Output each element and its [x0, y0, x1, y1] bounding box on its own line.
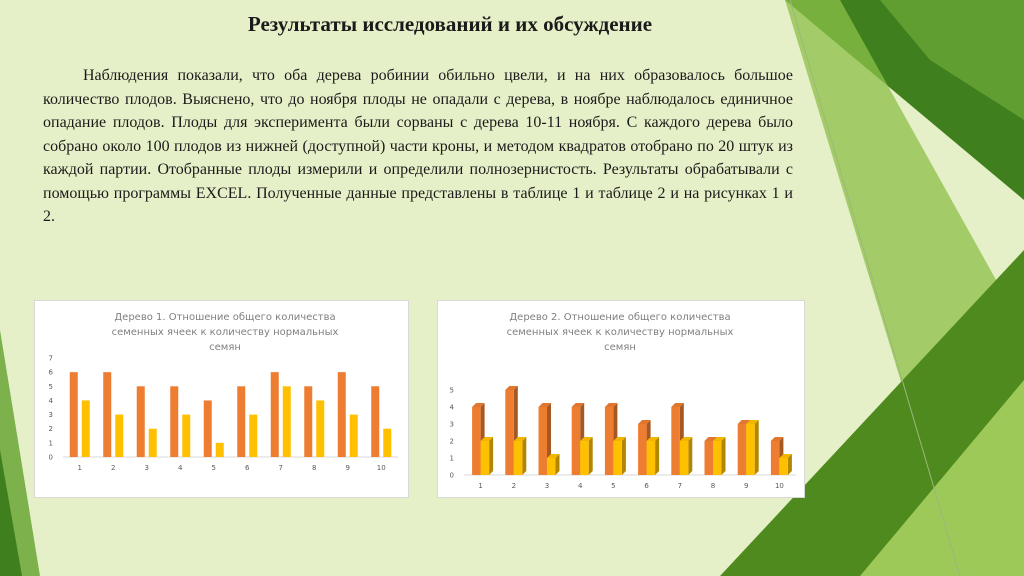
x-tick-label: 7	[278, 464, 283, 472]
x-tick-label: 1	[77, 464, 82, 472]
x-tick-label: 5	[211, 464, 216, 472]
bar-normal-seeds	[115, 415, 123, 457]
chart-title-line: Дерево 2. Отношение общего количества	[509, 312, 731, 323]
y-tick-label: 1	[449, 454, 454, 463]
x-tick-label: 3	[144, 464, 149, 472]
bar-normal-seeds	[613, 441, 622, 475]
bar-side-face	[489, 437, 493, 475]
bar-side-face	[755, 420, 759, 475]
y-tick-label: 0	[449, 471, 454, 480]
bar-normal-seeds	[779, 458, 788, 475]
bar-normal-seeds	[746, 424, 755, 475]
y-tick-label: 4	[449, 403, 454, 412]
chart-title-line: семенных ячеек к количеству нормальных	[506, 327, 734, 338]
bar-total-cells	[338, 372, 346, 457]
y-tick-label: 5	[449, 386, 454, 395]
x-tick-label: 6	[644, 482, 649, 490]
chart-title-line: семенных ячеек к количеству нормальных	[111, 327, 339, 338]
x-tick-label: 7	[677, 482, 683, 490]
bar-normal-seeds	[350, 415, 358, 457]
bar-normal-seeds	[713, 441, 722, 475]
bar-total-cells	[137, 386, 145, 457]
x-tick-label: 4	[178, 464, 183, 472]
bar-total-cells	[771, 441, 780, 475]
bar-total-cells	[204, 400, 212, 457]
body-paragraph: Наблюдения показали, что оба дерева робинии обильно цвели, и на них образовалось большое количество плодов. Выяснено, что до ноября плоды не опадали с дерева, в ноябре наблюдалось единичное опадание плодов. Плоды для эксперимента были сорваны с дерева 10-11 ноября. С каждого дерева было собрано около 100 плодов из нижней (доступной) части кроны, и методом квадратов отобрано по 20 штук из каждой партии. Отобранные плоды измерили и определили полнозернистость. Результаты обрабатывали с помощью программы EXCEL. Полученные данные представлены в таблице 1 и таблице 2 и на рисунках 1 и 2.	[43, 67, 793, 225]
chart-plot-area	[49, 355, 398, 473]
bar-total-cells	[638, 424, 647, 475]
bar-total-cells	[472, 407, 481, 475]
bar-total-cells	[738, 424, 747, 475]
x-tick-label: 3	[544, 482, 550, 490]
bar-total-cells	[539, 407, 548, 475]
bar-total-cells	[605, 407, 614, 475]
x-tick-label: 2	[111, 464, 116, 472]
bar-total-cells	[572, 407, 581, 475]
x-tick-label: 8	[710, 482, 716, 490]
y-tick-label: 1	[48, 439, 53, 448]
bar-total-cells	[271, 372, 279, 457]
x-tick-label: 10	[376, 464, 386, 472]
x-tick-label: 5	[611, 482, 616, 490]
x-tick-label: 4	[577, 482, 583, 490]
chart-tree-2-svg	[438, 301, 804, 497]
y-tick-label: 2	[449, 437, 454, 446]
bar-side-face	[722, 437, 726, 475]
chart-title-line: семян	[604, 342, 636, 353]
bar-total-cells	[705, 441, 714, 475]
bar-normal-seeds	[514, 441, 523, 475]
bar-side-face	[522, 437, 526, 475]
x-tick-label: 10	[774, 482, 784, 490]
bar-total-cells	[304, 386, 312, 457]
chart-title-line: семян	[209, 342, 241, 353]
bar-total-cells	[671, 407, 680, 475]
bar-total-cells	[70, 372, 78, 457]
y-tick-label: 5	[48, 382, 53, 391]
chart-title-line: Дерево 1. Отношение общего количества	[114, 312, 336, 323]
y-tick-label: 6	[48, 368, 53, 377]
bar-total-cells	[237, 386, 245, 457]
slide-title: Результаты исследований и их обсуждение	[247, 12, 653, 36]
bar-total-cells	[371, 386, 379, 457]
y-tick-label: 2	[48, 425, 53, 434]
bar-normal-seeds	[647, 441, 656, 475]
x-tick-label: 9	[743, 482, 749, 490]
chart-tree-2	[437, 300, 805, 498]
chart-tree-1-svg	[35, 301, 408, 497]
bar-normal-seeds	[481, 441, 490, 475]
bar-side-face	[589, 437, 593, 475]
bar-normal-seeds	[283, 386, 291, 457]
y-tick-label: 7	[48, 354, 53, 363]
bar-normal-seeds	[149, 429, 157, 457]
bar-normal-seeds	[82, 400, 90, 457]
y-tick-label: 0	[48, 453, 53, 462]
y-tick-label: 4	[48, 396, 53, 405]
bar-normal-seeds	[182, 415, 190, 457]
chart-plot-area	[450, 386, 796, 490]
bar-total-cells	[170, 386, 178, 457]
bar-normal-seeds	[383, 429, 391, 457]
bar-normal-seeds	[249, 415, 257, 457]
bar-normal-seeds	[580, 441, 589, 475]
chart-tree-1	[34, 300, 409, 498]
x-tick-label: 1	[478, 482, 483, 490]
bar-side-face	[688, 437, 692, 475]
x-tick-label: 2	[511, 482, 517, 490]
bar-normal-seeds	[216, 443, 224, 457]
x-tick-label: 9	[345, 464, 350, 472]
bar-side-face	[622, 437, 626, 475]
bar-normal-seeds	[316, 400, 324, 457]
x-tick-label: 8	[312, 464, 317, 472]
bar-total-cells	[103, 372, 111, 457]
y-tick-label: 3	[449, 420, 454, 429]
bar-normal-seeds	[680, 441, 689, 475]
bar-total-cells	[505, 390, 514, 475]
bar-normal-seeds	[547, 458, 556, 475]
x-tick-label: 6	[245, 464, 250, 472]
bar-side-face	[655, 437, 659, 475]
y-tick-label: 3	[48, 411, 53, 420]
